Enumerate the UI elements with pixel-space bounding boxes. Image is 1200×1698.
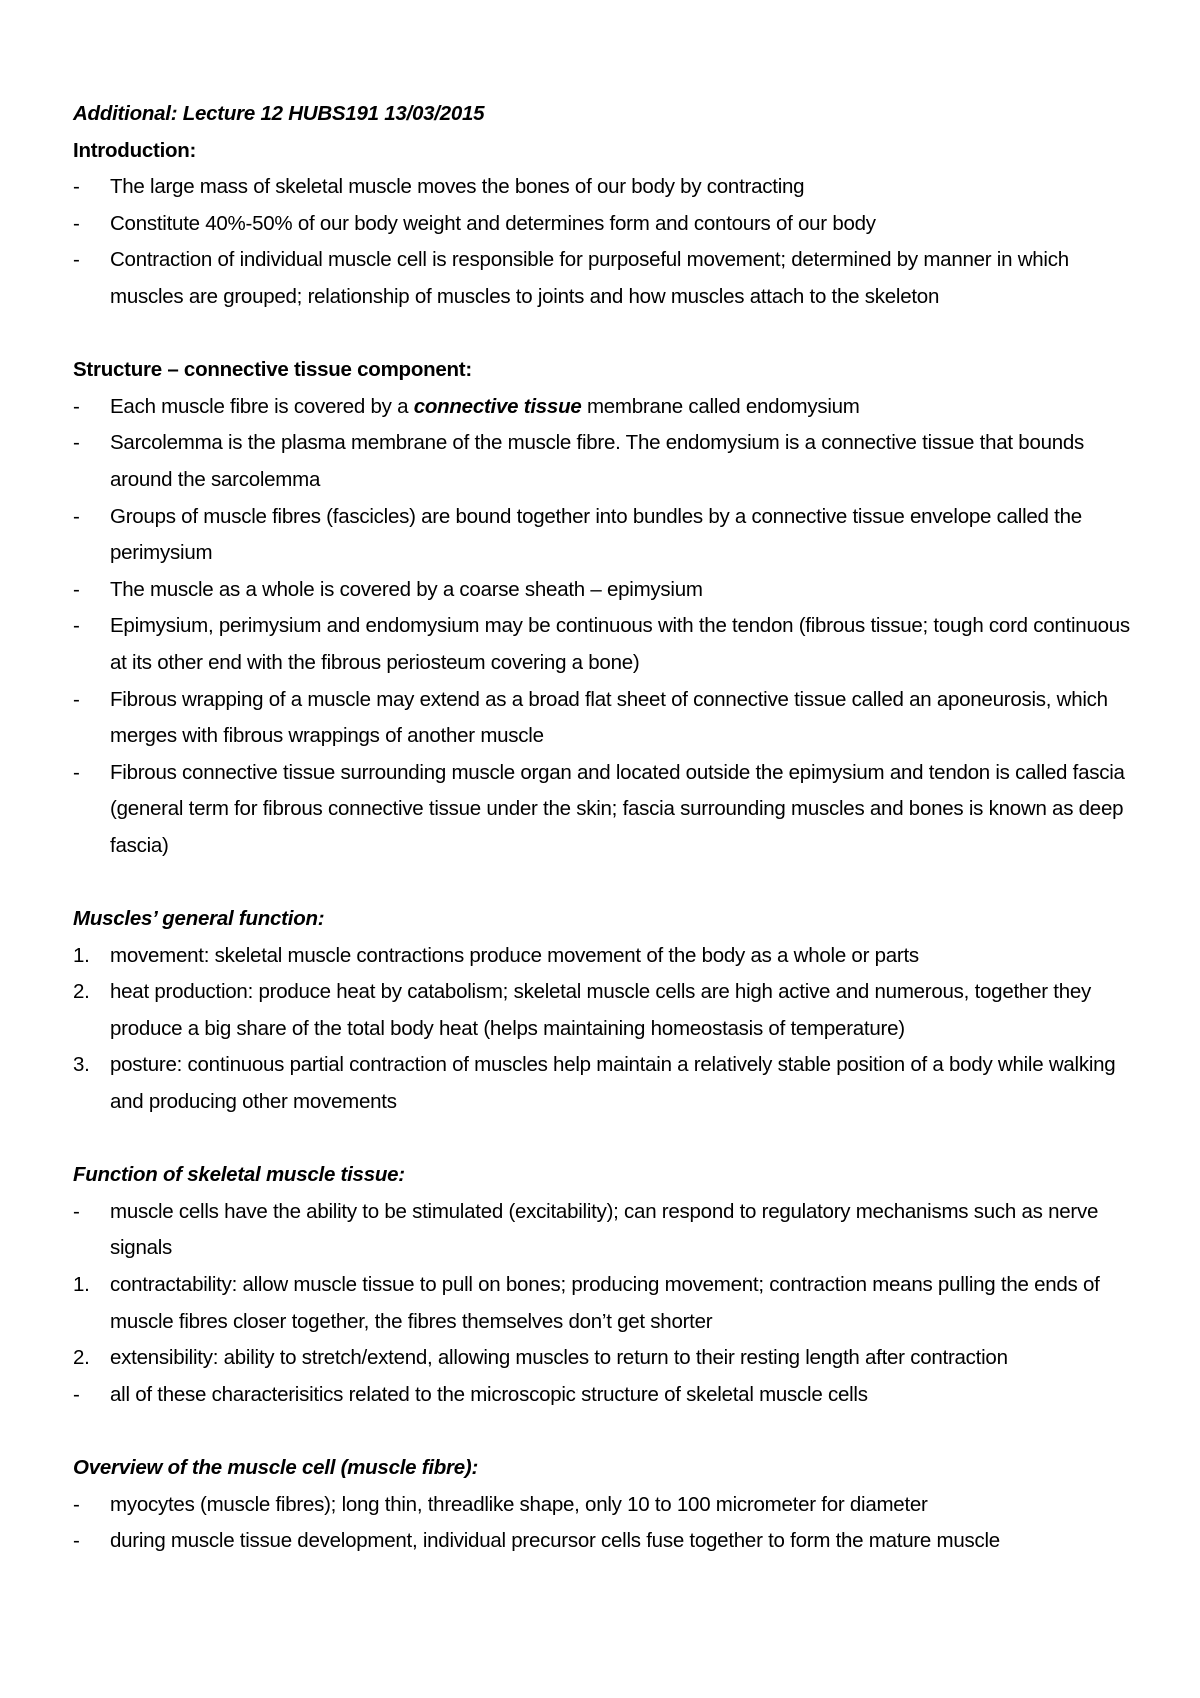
mixed-list — [73, 1194, 1140, 1414]
bullet-list — [73, 1487, 1140, 1560]
list-marker: - — [73, 504, 80, 528]
list-item-text: membrane called endomysium — [581, 394, 860, 418]
list-item-text: extensibility: ability to stretch/extend, allowing muscles to return to their resting length after contraction — [110, 1346, 1008, 1370]
list-marker: - — [73, 1529, 80, 1553]
list-marker: 2. — [73, 1346, 90, 1370]
list-item-text: Constitute 40%-50% of our body weight and determines form and contours of our body — [110, 211, 876, 235]
section-muscle-cell-overview — [73, 1450, 1140, 1560]
list-item — [73, 499, 1140, 572]
bullet-list — [73, 389, 1140, 865]
list-item — [73, 1523, 1140, 1560]
list-marker: 1. — [73, 943, 90, 967]
list-marker: 3. — [73, 1053, 90, 1077]
list-item-text: muscle cells have the ability to be stimulated (excitability); can respond to regulatory mechanisms such as nerve signals — [110, 1199, 1099, 1260]
section-heading: Muscles’ general function: — [73, 907, 325, 931]
document-title: Additional: Lecture 12 HUBS191 13/03/2015 — [73, 102, 485, 125]
list-item-text: Sarcolemma is the plasma membrane of the muscle fibre. The endomysium is a connective tissue that bounds around the sarcolemma — [110, 431, 1085, 491]
list-item-text: Groups of muscle fibres (fascicles) are bound together into bundles by a connective tissue envelope called the perimysium — [110, 504, 1082, 565]
list-item — [73, 242, 1140, 315]
list-item-text: posture: continuous partial contraction of muscles help maintain a relatively stable position of a body while walking and producing other movements — [110, 1053, 1116, 1114]
list-item — [73, 1267, 1140, 1340]
list-item — [73, 572, 1140, 609]
list-marker: - — [73, 760, 80, 784]
list-item — [73, 608, 1140, 681]
list-item — [73, 974, 1140, 1047]
list-marker: - — [73, 1492, 80, 1516]
section-heading: Function of skeletal muscle tissue: — [73, 1163, 405, 1187]
list-marker: - — [73, 577, 80, 601]
list-item — [73, 682, 1140, 755]
section-heading: Structure – connective tissue component: — [73, 358, 472, 382]
list-item — [73, 755, 1140, 865]
list-item — [73, 389, 1140, 426]
list-item — [73, 206, 1140, 243]
list-item-text: Each muscle fibre is covered by a — [110, 394, 414, 418]
list-item-text: Contraction of individual muscle cell is responsible for purposeful movement; determined by manner in which muscles are grouped; relationship of muscles to joints and how muscles attach to the skeleton — [110, 248, 1069, 308]
list-item-text: Fibrous connective tissue surrounding muscle organ and located outside the epimysium and tendon is called fascia (general term for fibrous connective tissue under the skin; fascia surrounding muscles and bones is known as deep fascia) — [110, 760, 1125, 857]
list-item-text: Epimysium, perimysium and endomysium may be continuous with the tendon (fibrous tissue; tough cord continuous at its other end with the fibrous periosteum covering a bone) — [110, 614, 1130, 674]
list-marker: - — [73, 394, 80, 418]
list-marker: - — [73, 431, 80, 455]
list-item-text: The muscle as a whole is covered by a coarse sheath – epimysium — [110, 577, 703, 601]
list-item-text: contractability: allow muscle tissue to pull on bones; producing movement; contraction means pulling the ends of muscle fibres closer together, the fibres themselves don’t get shorter — [110, 1273, 1100, 1333]
list-item-text: myocytes (muscle fibres); long thin, threadlike shape, only 10 to 100 micrometer for diameter — [110, 1492, 928, 1516]
list-item — [73, 1194, 1140, 1267]
list-item — [73, 938, 1140, 975]
list-item — [73, 169, 1140, 206]
section-introduction — [73, 133, 1140, 316]
section-structure — [73, 352, 1140, 864]
list-item-text: heat production: produce heat by catabolism; skeletal muscle cells are high active and numerous, together they produce a big share of the total body heat (helps maintaining homeostasis of temperature) — [110, 980, 1091, 1040]
list-item — [73, 425, 1140, 498]
numbered-list — [73, 938, 1140, 1121]
list-marker: 2. — [73, 980, 90, 1004]
list-marker: 1. — [73, 1273, 90, 1296]
list-item — [73, 1047, 1140, 1120]
list-marker: - — [73, 1382, 80, 1406]
section-heading: Overview of the muscle cell (muscle fibre): — [73, 1455, 479, 1479]
list-item — [73, 1487, 1140, 1524]
section-general-function — [73, 901, 1140, 1121]
list-marker: - — [73, 614, 80, 638]
bullet-list — [73, 169, 1140, 315]
list-item-text: movement: skeletal muscle contractions produce movement of the body as a whole or parts — [110, 943, 919, 967]
section-skeletal-muscle-function — [73, 1157, 1140, 1413]
list-marker: - — [73, 687, 80, 711]
list-item — [73, 1340, 1140, 1377]
list-item — [73, 1377, 1140, 1414]
list-item-text: The large mass of skeletal muscle moves the bones of our body by contracting — [110, 175, 805, 199]
section-heading: Introduction: — [73, 138, 197, 162]
list-item-text: all of these characterisitics related to the microscopic structure of skeletal muscle cells — [110, 1382, 868, 1406]
list-marker: - — [73, 211, 80, 235]
list-item-text: Fibrous wrapping of a muscle may extend as a broad flat sheet of connective tissue called an aponeurosis, which merges with fibrous wrappings of another muscle — [110, 687, 1108, 748]
list-marker: - — [73, 175, 80, 199]
list-item-text: during muscle tissue development, individual precursor cells fuse together to form the mature muscle — [110, 1529, 1000, 1553]
list-marker: - — [73, 248, 80, 272]
list-marker: - — [73, 1199, 80, 1223]
emphasis-text: connective tissue — [413, 394, 582, 418]
